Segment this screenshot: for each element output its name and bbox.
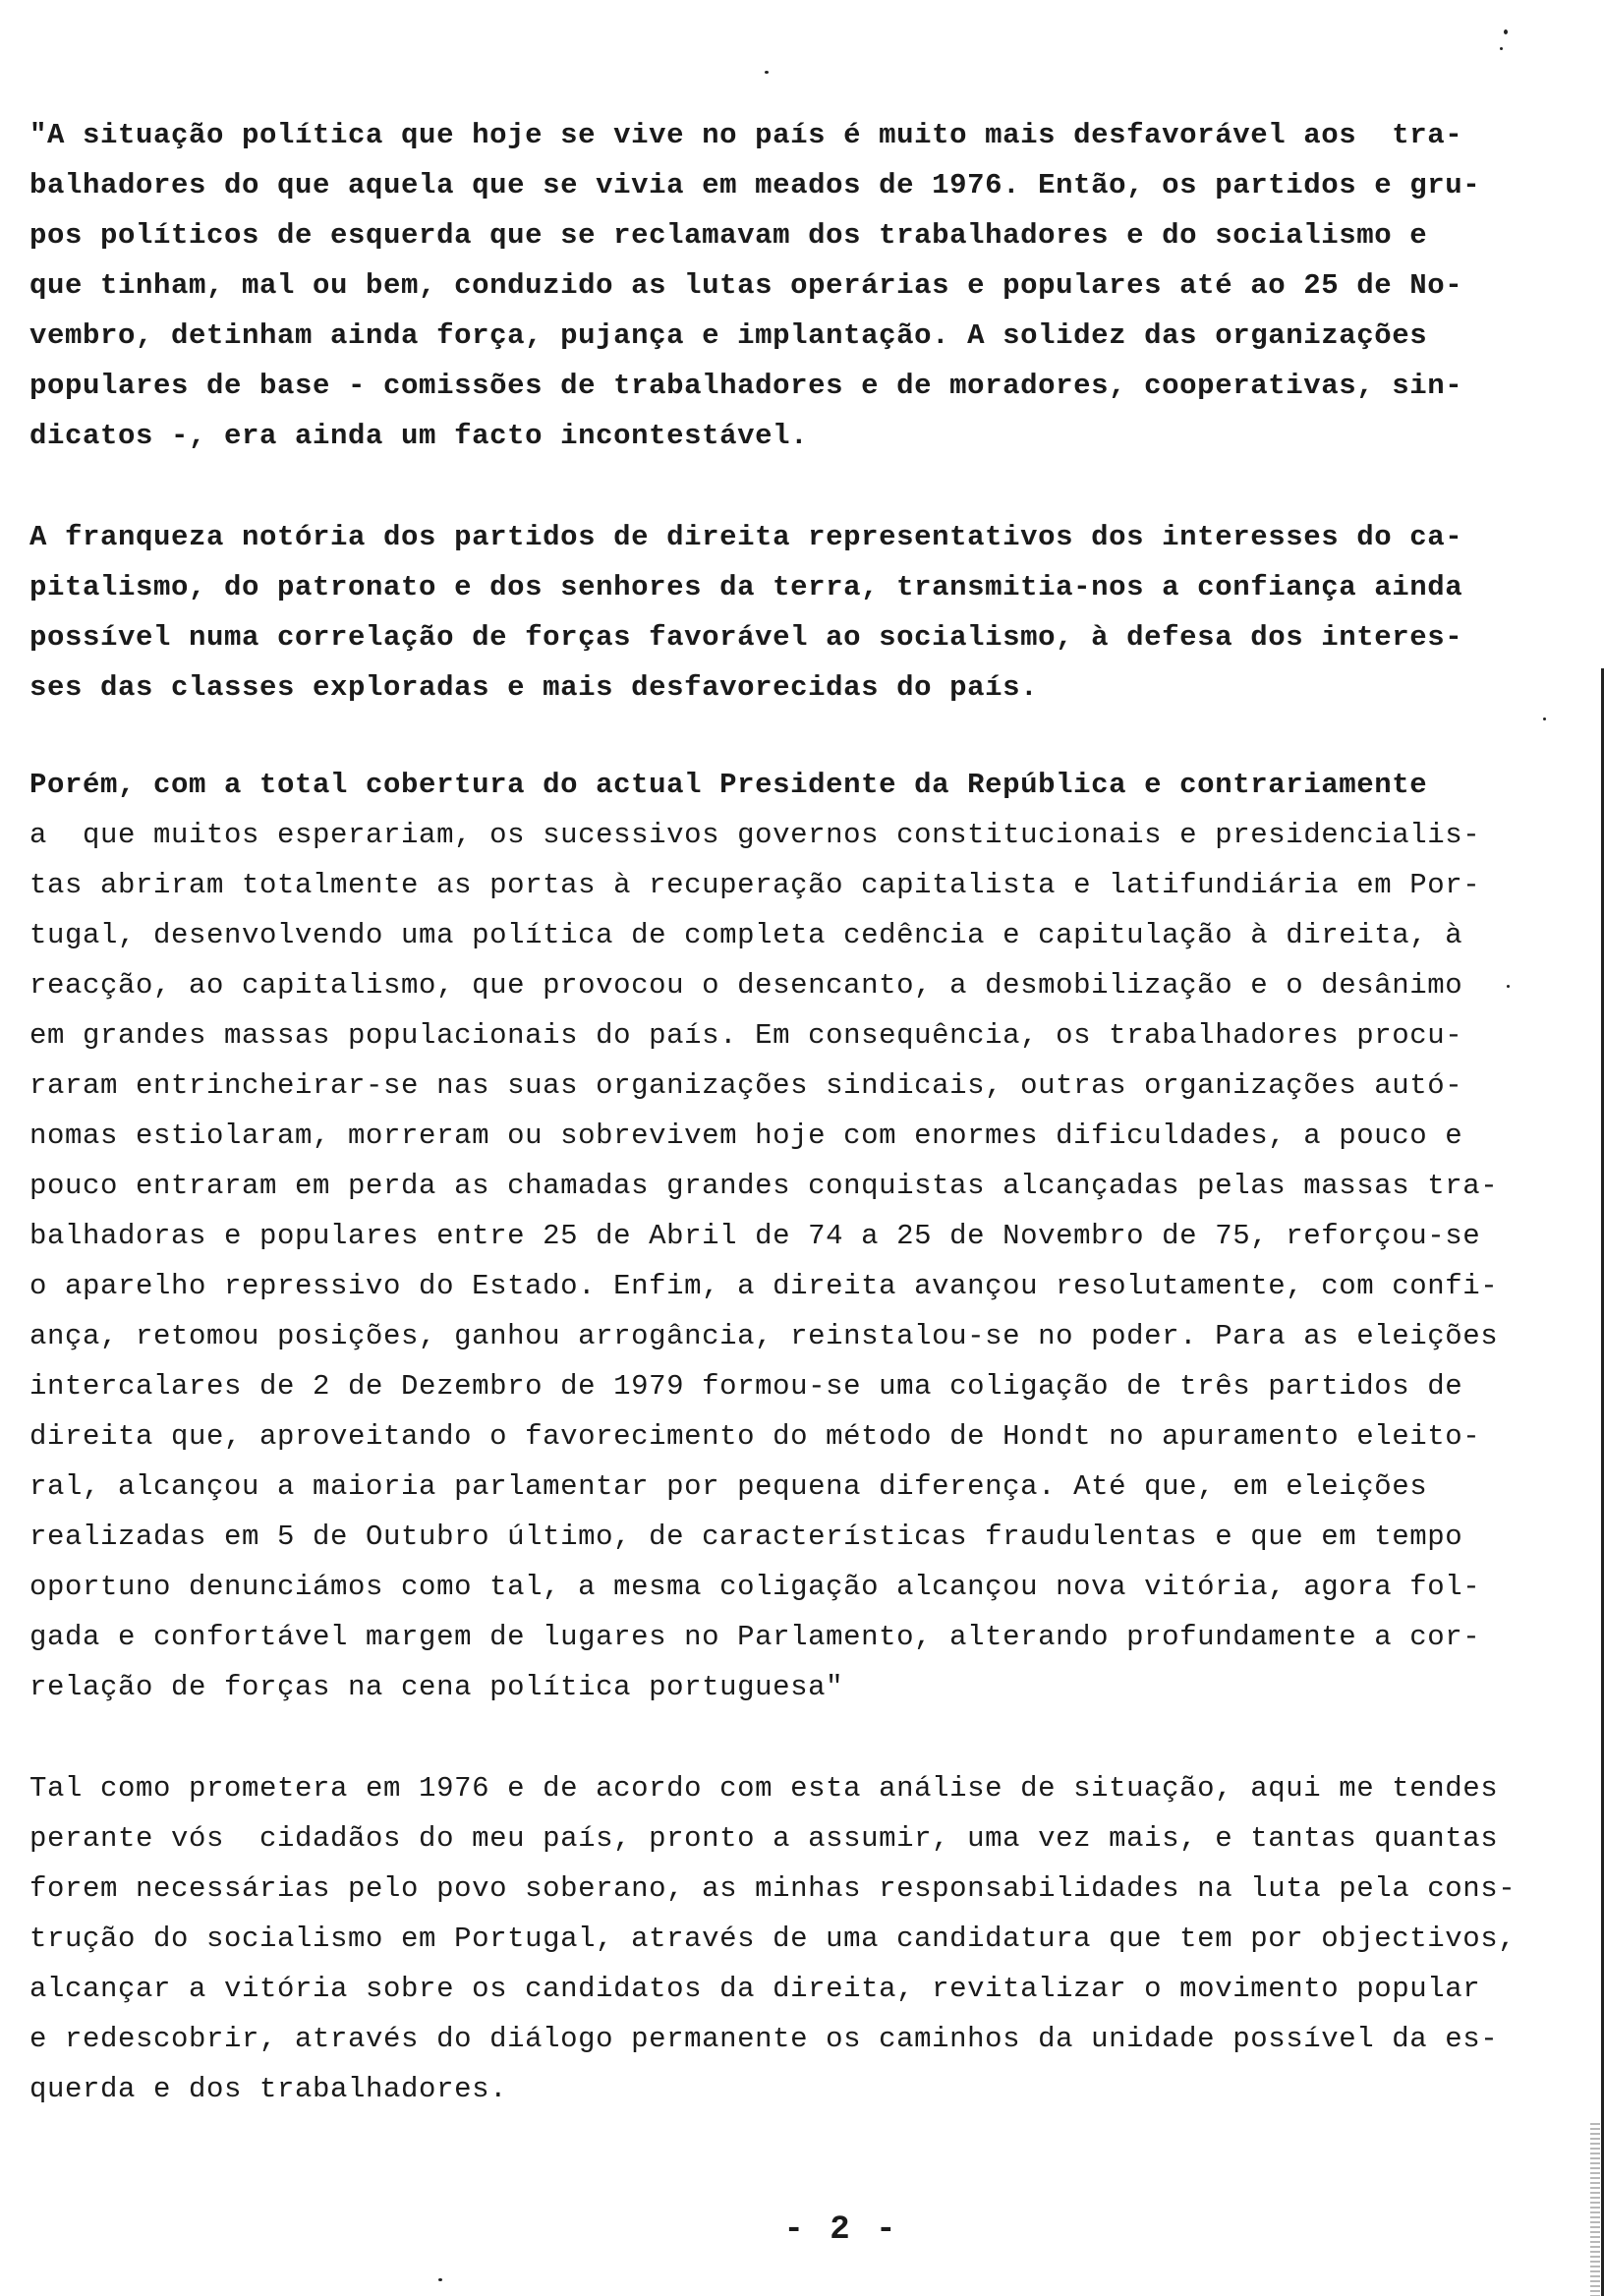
- page-number: - 2 -: [783, 2211, 899, 2249]
- text-line: e redescobrir, através do diálogo permanente os caminhos da unidade possível da es-: [29, 2023, 1499, 2055]
- text-line: realizadas em 5 de Outubro último, de características fraudulentas e que em tempo: [29, 1521, 1463, 1553]
- text-line: ança, retomou posições, ganhou arrogância, reinstalou-se no poder. Para as eleições: [29, 1320, 1499, 1352]
- text-line: pouco entraram em perda as chamadas grandes conquistas alcançadas pelas massas tra-: [29, 1170, 1499, 1202]
- text-line: querda e dos trabalhadores.: [29, 2073, 508, 2105]
- text-line: balhadoras e populares entre 25 de Abril de 74 a 25 de Novembro de 75, reforçou-se: [29, 1220, 1481, 1252]
- text-line: perante vós cidadãos do meu país, pronto a assumir, uma vez mais, e tantas quantas: [29, 1822, 1499, 1855]
- text-line: reacção, ao capitalismo, que provocou o desencanto, a desmobilização e o desânimo: [29, 969, 1463, 1002]
- text-line: a que muitos esperariam, os sucessivos governos constitucionais e presidencialis-: [29, 819, 1481, 851]
- text-line: pitalismo, do patronato e dos senhores da terra, transmitia-nos a confiança ainda: [29, 571, 1463, 603]
- text-line: Porém, com a total cobertura do actual Presidente da República e contrariamente: [29, 769, 1428, 801]
- text-line: gada e confortável margem de lugares no Parlamento, alterando profundamente a cor-: [29, 1621, 1481, 1653]
- text-line: balhadores do que aquela que se vivia em meados de 1976. Então, os partidos e gru-: [29, 169, 1481, 201]
- text-line: ses das classes exploradas e mais desfavorecidas do país.: [29, 671, 1039, 704]
- paragraph-1: [29, 110, 1533, 461]
- text-line: alcançar a vitória sobre os candidatos da direita, revitalizar o movimento popular: [29, 1973, 1481, 2005]
- text-line: raram entrincheirar-se nas suas organizações sindicais, outras organizações autó-: [29, 1069, 1463, 1102]
- text-line: trução do socialismo em Portugal, através de uma candidatura que tem por objectivos,: [29, 1923, 1517, 1955]
- text-line: vembro, detinham ainda força, pujança e implantação. A solidez das organizações: [29, 319, 1428, 352]
- paragraph-spacer: [29, 713, 1533, 760]
- text-line: "A situação política que hoje se vive no país é muito mais desfavorável aos tra-: [29, 119, 1463, 151]
- text-line: intercalares de 2 de Dezembro de 1979 formou-se uma coligação de três partidos de: [29, 1370, 1463, 1403]
- text-line: forem necessárias pelo povo soberano, as minhas responsabilidades na luta pela cons-: [29, 1872, 1517, 1905]
- scan-speck: [1500, 47, 1503, 50]
- text-line: pos políticos de esquerda que se reclamavam dos trabalhadores e do socialismo e: [29, 219, 1428, 252]
- text-line: populares de base - comissões de trabalhadores e de moradores, cooperativas, sin-: [29, 370, 1463, 402]
- paragraph-2: [29, 512, 1533, 713]
- text-line: relação de forças na cena política portuguesa": [29, 1671, 844, 1703]
- scan-speck: [438, 2278, 442, 2281]
- scan-speck: [1504, 29, 1508, 34]
- text-line: que tinham, mal ou bem, conduzido as lutas operárias e populares até ao 25 de No-: [29, 269, 1463, 302]
- paragraph-3: [29, 760, 1533, 1712]
- text-line: o aparelho repressivo do Estado. Enfim, a direita avançou resolutamente, com confi-: [29, 1270, 1499, 1302]
- scan-speck: [1507, 985, 1510, 988]
- text-line: direita que, aproveitando o favorecimento do método de Hondt no apuramento eleito-: [29, 1420, 1481, 1453]
- text-line: A franqueza notória dos partidos de direita representativos dos interesses do ca-: [29, 521, 1463, 553]
- paragraph-4: [29, 1763, 1533, 2114]
- text-line: em grandes massas populacionais do país. Em consequência, os trabalhadores procu-: [29, 1019, 1463, 1052]
- scan-speck: [765, 71, 769, 74]
- text-line: nomas estiolaram, morreram ou sobrevivem hoje com enormes dificuldades, a pouco e: [29, 1119, 1463, 1152]
- document-body: [29, 110, 1533, 2114]
- paragraph-spacer: [29, 461, 1533, 512]
- paragraph-spacer: [29, 1712, 1533, 1763]
- scan-speck: [1543, 718, 1546, 720]
- text-line: dicatos -, era ainda um facto incontestável.: [29, 420, 809, 452]
- scan-edge-noise: [1590, 2123, 1600, 2296]
- text-line: ral, alcançou a maioria parlamentar por pequena diferença. Até que, em eleições: [29, 1470, 1428, 1503]
- text-line: tas abriram totalmente as portas à recuperação capitalista e latifundiária em Por-: [29, 869, 1481, 901]
- text-line: possível numa correlação de forças favorável ao socialismo, à defesa dos interes-: [29, 621, 1463, 654]
- text-line: oportuno denunciámos como tal, a mesma coligação alcançou nova vitória, agora fol-: [29, 1571, 1481, 1603]
- text-line: tugal, desenvolvendo uma política de completa cedência e capitulação à direita, à: [29, 919, 1463, 951]
- text-line: Tal como prometera em 1976 e de acordo com esta análise de situação, aqui me tendes: [29, 1772, 1499, 1805]
